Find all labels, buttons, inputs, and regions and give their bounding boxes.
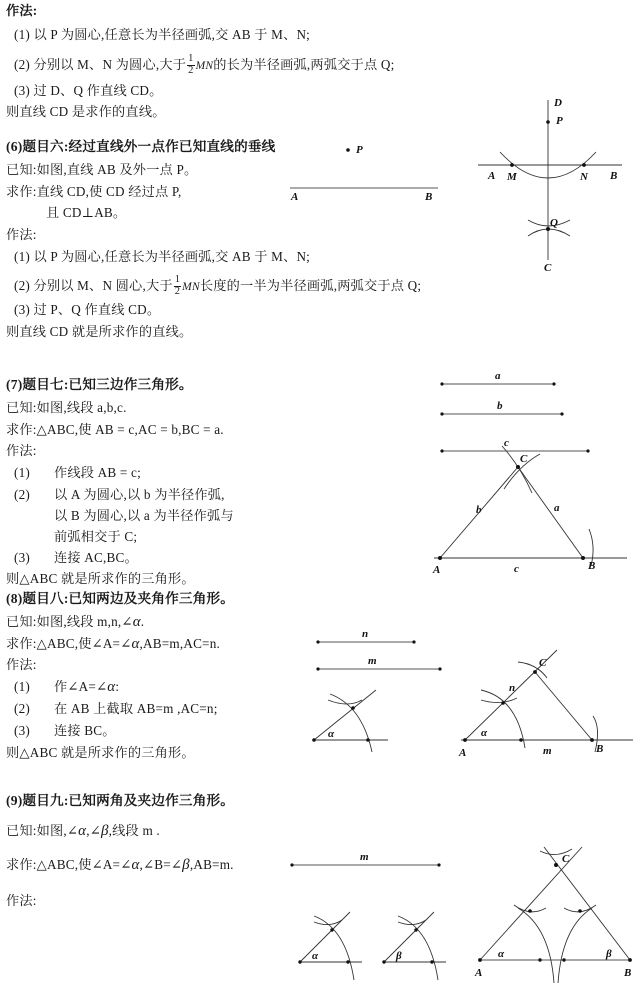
section7-step3-no: (3) <box>14 550 30 565</box>
beta-symbol: β <box>101 823 109 839</box>
vertex-B-dot <box>628 958 632 962</box>
figure-given-angle-beta <box>376 890 456 983</box>
section7-method-label: 作法: <box>6 443 37 458</box>
segment-m-label: m <box>360 851 369 863</box>
point-M-dot <box>510 163 514 167</box>
section7-heading: (7)题目七:已知三边作三角形。 <box>6 377 193 392</box>
section6-want-line2: 且 CD⊥AB。 <box>46 205 127 220</box>
vertex-A-dot <box>463 738 467 742</box>
side-n-label: n <box>509 682 516 694</box>
section9-method-label: 作法: <box>6 893 37 908</box>
side-b-label: b <box>476 504 482 516</box>
arc-intersection-right-dot <box>578 909 582 913</box>
section7-step2-line2: 以 B 为圆心,以 a 为半径作弧与 <box>54 508 234 523</box>
arc-intersection-dot <box>501 701 505 705</box>
section8-given <box>6 615 144 630</box>
angle-alpha-vertex-dot <box>312 738 316 742</box>
angle-beta-upper-intersection-dot <box>414 928 417 931</box>
angle-alpha-label: α <box>498 948 505 960</box>
section6-want <box>6 185 181 198</box>
section8-step2-no: (2) <box>14 701 30 716</box>
angle-alpha-slanted-ray <box>314 690 376 740</box>
section8-method-label: 作法: <box>6 657 37 672</box>
segment-m-endpoint-left <box>290 863 293 866</box>
triangle-side-CB <box>535 672 592 740</box>
angle-alpha-vertex-dot <box>298 960 301 963</box>
given-label: 已知: <box>6 823 37 838</box>
point-A-label: A <box>291 191 299 203</box>
section5-step-3: (3) 过 D、Q 作直线 CD。 <box>14 83 163 98</box>
fraction-numerator: 1 <box>174 274 181 285</box>
section7-step2-line1: 以 A 为圆心,以 b 为半径作弧, <box>54 487 225 502</box>
segment-m-endpoint-right <box>437 863 440 866</box>
point-N-dot <box>582 163 586 167</box>
step1-post: : <box>115 679 120 694</box>
figure-given-two-sides-angle <box>300 622 440 762</box>
angle-alpha-upper-intersection-dot <box>351 706 355 710</box>
one-half-fraction <box>187 54 194 76</box>
section8-step3-no: (3) <box>14 723 30 738</box>
fraction-denominator: 2 <box>174 285 181 297</box>
vertex-A-dot <box>438 556 442 560</box>
segment-m-endpoint-left <box>316 667 319 670</box>
given-text-post: . <box>140 614 145 629</box>
angle-alpha-arc <box>314 916 354 980</box>
vertex-A-label: A <box>459 747 467 759</box>
triangle-side-CB <box>518 467 583 558</box>
vertex-B-label: B <box>624 967 632 979</box>
vertex-C-dot <box>516 465 520 469</box>
angle-beta-label: β <box>606 948 612 960</box>
angle-beta-base-intersection-dot <box>430 960 433 963</box>
vertex-C-label: C <box>562 853 570 865</box>
angle-beta-vertex-dot <box>382 960 385 963</box>
figure-given-line-AB-point-P <box>280 110 460 203</box>
section5-step-1: (1) 以 P 为圆心,任意长为半径画弧,交 AB 于 M、N; <box>14 27 311 42</box>
segment-MN-label: MN <box>195 60 214 73</box>
section8-step3-text: 连接 BC。 <box>54 723 116 738</box>
alpha-symbol: α <box>131 636 140 652</box>
angle-alpha-label: α <box>481 727 488 739</box>
given-label: 已知: <box>6 614 37 629</box>
one-half-fraction <box>174 275 181 297</box>
want-label: 求作: <box>6 636 37 651</box>
segment-a-endpoint-left <box>440 382 443 385</box>
segment-c-endpoint-right <box>586 449 589 452</box>
fraction-numerator: 1 <box>188 53 194 64</box>
angle-beta-slanted-ray <box>384 912 434 962</box>
section7-step1-line1: 作线段 AB = c; <box>54 465 141 480</box>
vertex-B-dot <box>590 738 594 742</box>
want-text: △ABC,使 AB = c,AC = b,BC = a. <box>36 422 224 437</box>
segment-m-endpoint-right <box>438 667 441 670</box>
angle-alpha-base-intersection-dot <box>346 960 349 963</box>
angle-alpha-upper-intersection-dot <box>330 928 333 931</box>
arc-from-M <box>528 220 570 226</box>
vertex-C-label: C <box>520 453 528 465</box>
vertex-A-label: A <box>433 564 441 576</box>
point-D-label: D <box>554 97 562 109</box>
section6-method-label: 作法: <box>6 227 37 242</box>
angle-alpha-slanted-ray <box>300 912 350 962</box>
want-post: ,AB=m. <box>189 857 234 872</box>
base-arc-intersection-dot <box>519 738 523 742</box>
point-Q-label: Q <box>550 217 558 229</box>
section8-want <box>6 637 220 652</box>
segment-n-endpoint-right <box>412 640 415 643</box>
vertex-C-dot <box>554 863 558 867</box>
section7-conclusion: 则△ABC 就是所求作的三角形。 <box>6 571 195 586</box>
base-arc-right-dot <box>562 958 565 961</box>
section6-step-3: (3) 过 P、Q 作直线 CD。 <box>14 302 161 317</box>
given-post: ,线段 m . <box>108 823 160 838</box>
figure-given-angle-alpha <box>292 890 372 983</box>
given-label: 已知: <box>6 162 37 177</box>
angle-alpha-label: α <box>312 950 319 962</box>
section7-step3-line1: 连接 AC,BC。 <box>54 550 138 565</box>
section5-conclusion: 则直线 CD 是求作的直线。 <box>6 104 166 119</box>
section7-step2-no: (2) <box>14 487 30 502</box>
fraction-denominator: 2 <box>188 64 194 76</box>
section6-given <box>6 163 197 176</box>
section7-want <box>6 423 224 436</box>
section9-given <box>6 824 160 839</box>
section6-step2-suffix: 长度的一半为半径画弧,两弧交于点 Q; <box>199 278 422 294</box>
segment-n-label: n <box>362 628 369 640</box>
want-pre: △ABC,使∠A=∠ <box>36 857 132 872</box>
segment-m-label: m <box>368 655 377 667</box>
point-P-label: P <box>356 144 363 156</box>
segment-b-endpoint-left <box>440 412 443 415</box>
section9-want <box>6 858 234 873</box>
vertex-B-label: B <box>596 743 604 755</box>
want-label: 求作: <box>6 184 37 199</box>
given-label: 已知: <box>6 400 37 415</box>
point-B-label: B <box>610 170 618 182</box>
vertex-C-label: C <box>539 657 547 669</box>
angle-arc-at-B <box>558 908 592 983</box>
section5-step-2 <box>14 55 394 77</box>
segment-a-label: a <box>495 370 501 382</box>
point-N-label: N <box>580 171 588 183</box>
angle-beta-arc <box>398 916 438 980</box>
segment-MN-label: MN <box>182 281 200 294</box>
figure-perpendicular-construction <box>470 92 635 272</box>
angle-alpha-label: α <box>328 728 335 740</box>
segment-a-endpoint-right <box>552 382 555 385</box>
want-mid: ,∠B=∠ <box>139 857 183 872</box>
section5-method-label: 作法: <box>6 3 38 18</box>
given-text: 如图,直线 AB 及外一点 P。 <box>36 162 198 177</box>
figure-given-segment-m <box>284 848 449 878</box>
figure-triangle-asa-construction <box>458 845 640 983</box>
figure-triangle-three-sides <box>392 366 640 576</box>
section5-step2-prefix: (2) 分别以 M、N 为圆心,大于 <box>14 57 187 73</box>
section6-step-2 <box>14 276 421 298</box>
side-m-label: m <box>543 745 552 757</box>
want-text-pre: △ABC,使∠A=∠ <box>36 636 132 651</box>
point-B-label: B <box>425 191 433 203</box>
vertex-B-dot <box>581 556 585 560</box>
given-text: 如图,线段 a,b,c. <box>36 400 127 415</box>
base-arc-left-dot <box>538 958 541 961</box>
point-M-label: M <box>507 171 517 183</box>
section6-conclusion: 则直线 CD 就是所求作的直线。 <box>6 324 193 339</box>
segment-n-endpoint-left <box>316 640 319 643</box>
side-c-label: c <box>514 563 519 575</box>
want-label: 求作: <box>6 857 37 872</box>
vertex-A-dot <box>478 958 482 962</box>
segment-c-label: c <box>504 437 509 449</box>
vertex-A-label: A <box>475 967 483 979</box>
section9-heading: (9)题目九:已知两角及夹边作三角形。 <box>6 793 235 808</box>
section7-step1-no: (1) <box>14 465 30 480</box>
alpha-symbol: α <box>107 679 116 695</box>
alpha-symbol: α <box>132 614 141 630</box>
point-P-dot <box>546 120 550 124</box>
section8-step1-text <box>54 680 119 695</box>
angle-alpha-base-intersection-dot <box>366 738 370 742</box>
section5-step2-suffix: 的长为半径画弧,两弧交于点 Q; <box>213 57 395 73</box>
segment-b-endpoint-right <box>560 412 563 415</box>
alpha-symbol: α <box>78 823 87 839</box>
section8-step1-no: (1) <box>14 679 30 694</box>
given-mid: ,∠ <box>86 823 101 838</box>
section8-step2-text: 在 AB 上截取 AB=m ,AC=n; <box>54 701 218 716</box>
point-P-label: P <box>556 115 563 127</box>
vertex-B-label: B <box>588 560 596 572</box>
section7-step2-line3: 前弧相交于 C; <box>54 529 138 544</box>
section6-heading: (6)题目六:经过直线外一点作已知直线的垂线 <box>6 139 276 154</box>
segment-b-label: b <box>497 400 503 412</box>
step1-pre: 作∠A=∠ <box>54 679 108 694</box>
beta-symbol: β <box>182 857 190 873</box>
side-a-label: a <box>554 502 560 514</box>
vertex-C-dot <box>533 670 537 674</box>
arc-intersection-left-dot <box>528 909 532 913</box>
angle-beta-label: β <box>396 950 402 962</box>
angle-cross-arc-at-A <box>481 698 517 703</box>
segment-c-endpoint-left <box>440 449 443 452</box>
angle-arc-at-A <box>481 690 525 748</box>
figure-triangle-sas-construction <box>455 648 640 760</box>
given-pre: 如图,∠ <box>36 823 79 838</box>
want-text-post: ,AB=m,AC=n. <box>139 636 220 651</box>
alpha-symbol: α <box>131 857 140 873</box>
section8-conclusion: 则△ABC 就是所求作的三角形。 <box>6 745 195 760</box>
section6-step2-prefix: (2) 分别以 M、N 圆心,大于 <box>14 278 173 294</box>
want-text: 直线 CD,使 CD 经过点 P, <box>36 184 182 199</box>
point-A-label: A <box>488 170 496 182</box>
given-text-pre: 如图,线段 m,n,∠ <box>36 614 133 629</box>
point-C-label: C <box>544 262 552 274</box>
section6-step-1: (1) 以 P 为圆心,任意长为半径画弧,交 AB 于 M、N; <box>14 249 311 264</box>
want-label: 求作: <box>6 422 37 437</box>
angle-arc-at-A <box>518 908 554 983</box>
point-P-dot <box>346 148 350 152</box>
section8-heading: (8)题目八:已知两边及夹角作三角形。 <box>6 591 235 606</box>
section7-given <box>6 401 127 414</box>
